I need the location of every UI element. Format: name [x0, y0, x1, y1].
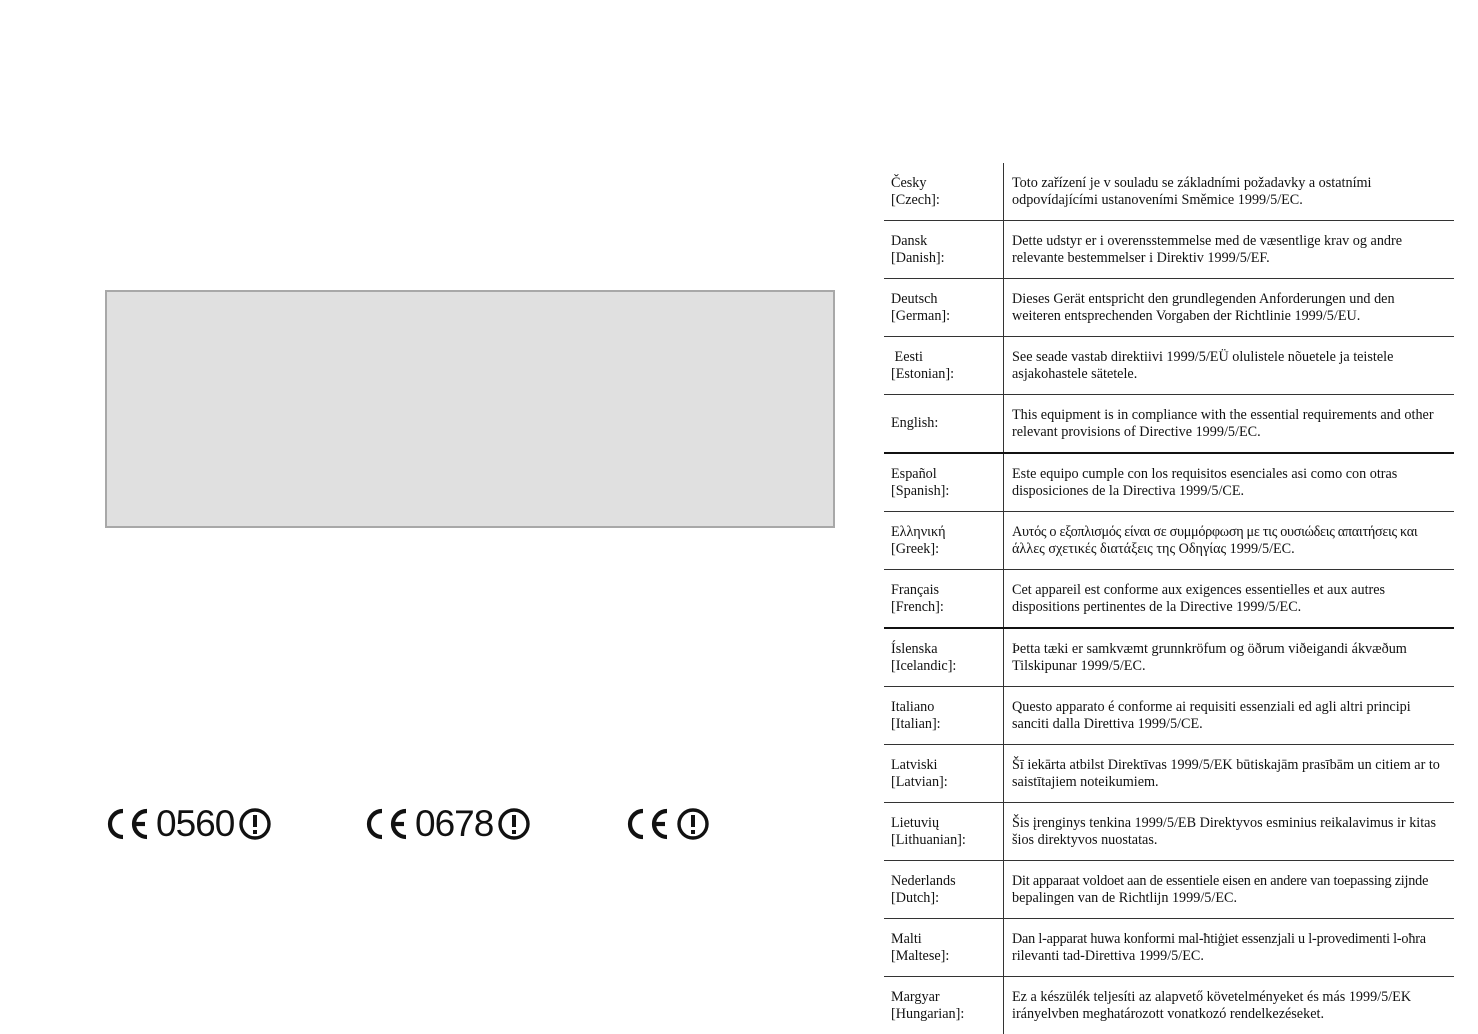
declaration-cell: [1004, 861, 1455, 919]
language-name-english: [Maltese]:: [891, 948, 1003, 965]
declaration-text: Dette udstyr er i overensstemmelse med de væsentlige krav og andre: [1012, 233, 1450, 250]
language-cell: [884, 570, 1004, 629]
declaration-of-conformity-table: [884, 163, 1454, 1034]
language-name-english: [Czech]:: [891, 192, 1003, 209]
language-cell: [884, 163, 1004, 221]
declaration-cell: [1004, 512, 1455, 570]
declaration-cell: [1004, 628, 1455, 687]
table-row: [884, 745, 1454, 803]
declaration-text: šios direktyvos nuostatas.: [1012, 832, 1450, 849]
table-row: [884, 221, 1454, 279]
declaration-text: relevant provisions of Directive 1999/5/EC.: [1012, 424, 1450, 441]
language-name: Deutsch: [891, 291, 1003, 308]
language-cell: [884, 745, 1004, 803]
declaration-cell: [1004, 163, 1455, 221]
language-name-english: [Italian]:: [891, 716, 1003, 733]
language-name: Dansk: [891, 233, 1003, 250]
language-cell: [884, 861, 1004, 919]
language-name: Español: [891, 466, 1003, 483]
declaration-text: Šī iekārta atbilst Direktīvas 1999/5/EK būtiskajām prasībām un citiem ar to: [1012, 757, 1450, 774]
declaration-text: άλλες σχετικές διατάξεις της Οδηγίας 1999/5/EC.: [1012, 541, 1450, 558]
language-name: English:: [891, 415, 1003, 432]
table-row: [884, 687, 1454, 745]
table-row: [884, 279, 1454, 337]
language-name: Malti: [891, 931, 1003, 948]
declaration-text: Þetta tæki er samkvæmt grunnkröfum og öðrum viðeigandi ákvæðum: [1012, 641, 1450, 658]
language-name-english: [Latvian]:: [891, 774, 1003, 791]
ce-mark-0560: [106, 800, 272, 848]
declaration-text: relevante bestemmelser i Direktiv 1999/5/EF.: [1012, 250, 1450, 267]
declaration-text: Toto zařízení je v souladu se základními požadavky a ostatními: [1012, 175, 1450, 192]
declaration-text: dispositions pertinentes de la Directive 1999/5/EC.: [1012, 599, 1450, 616]
grey-placeholder-panel: [105, 290, 835, 528]
language-name: Margyar: [891, 989, 1003, 1006]
language-name-english: [Danish]:: [891, 250, 1003, 267]
declaration-text: This equipment is in compliance with the essential requirements and other: [1012, 407, 1450, 424]
language-name: Česky: [891, 175, 1003, 192]
declaration-text: odpovídajícími ustanoveními Směmice 1999/5/EC.: [1012, 192, 1450, 209]
language-name-english: [Spanish]:: [891, 483, 1003, 500]
table-row: [884, 861, 1454, 919]
language-name-english: [Dutch]:: [891, 890, 1003, 907]
language-name-english: [Estonian]:: [891, 366, 1003, 383]
declaration-cell: [1004, 570, 1455, 629]
language-cell: [884, 512, 1004, 570]
language-cell: [884, 279, 1004, 337]
declaration-text: Αυτός ο εξοπλισμός είναι σε συμμόρφωση με τις ουσιώδεις απαιτήσεις και: [1012, 524, 1450, 541]
declaration-text: Dieses Gerät entspricht den grundlegenden Anforderungen und den: [1012, 291, 1450, 308]
table-row: [884, 977, 1454, 1034]
declaration-text: Este equipo cumple con los requisitos esenciales asi como con otras: [1012, 466, 1450, 483]
ce-marks-row: [0, 800, 860, 850]
declaration-cell: [1004, 745, 1455, 803]
language-name: Français: [891, 582, 1003, 599]
language-name-english: [Icelandic]:: [891, 658, 1003, 675]
ce-notified-body-number: 0678: [415, 800, 493, 848]
declaration-cell: [1004, 395, 1455, 454]
ce-mark-icon: [626, 806, 670, 842]
language-name-english: [Greek]:: [891, 541, 1003, 558]
table-row: [884, 395, 1454, 454]
language-cell: [884, 628, 1004, 687]
declaration-cell: [1004, 279, 1455, 337]
declaration-text: Questo apparato é conforme ai requisiti essenziali ed agli altri principi: [1012, 699, 1450, 716]
declaration-text: asjakohastele sätetele.: [1012, 366, 1450, 383]
declaration-text: weiteren entsprechenden Vorgaben der Richtlinie 1999/5/EU.: [1012, 308, 1450, 325]
language-name: Italiano: [891, 699, 1003, 716]
declaration-text: bepalingen van de Richtlijn 1999/5/EC.: [1012, 890, 1450, 907]
language-cell: [884, 337, 1004, 395]
language-cell: [884, 687, 1004, 745]
table-row: [884, 337, 1454, 395]
declaration-text: saistītajiem noteikumiem.: [1012, 774, 1450, 791]
declaration-text: irányelvben meghatározott vonatkozó rendelkezéseket.: [1012, 1006, 1450, 1023]
ce-notified-body-number: 0560: [156, 800, 234, 848]
declaration-cell: [1004, 919, 1455, 977]
language-cell: [884, 977, 1004, 1034]
table-row: [884, 803, 1454, 861]
table-row: [884, 163, 1454, 221]
language-name: Eesti: [891, 349, 1003, 366]
language-name-english: [Lithuanian]:: [891, 832, 1003, 849]
language-cell: [884, 919, 1004, 977]
declaration-text: disposiciones de la Directiva 1999/5/CE.: [1012, 483, 1450, 500]
alert-circle-icon: [238, 807, 272, 841]
declaration-text: Ez a készülék teljesíti az alapvető követelményeket és más 1999/5/EK: [1012, 989, 1450, 1006]
language-name: Íslenska: [891, 641, 1003, 658]
language-cell: [884, 453, 1004, 512]
declaration-text: See seade vastab direktiivi 1999/5/EÜ olulistele nõuetele ja teistele: [1012, 349, 1450, 366]
declaration-text: Dit apparaat voldoet aan de essentiele eisen en andere van toepassing zijnde: [1012, 873, 1450, 890]
ce-mark-0678: [365, 800, 531, 848]
declaration-cell: [1004, 977, 1455, 1034]
ce-mark-plain: [626, 800, 710, 848]
table-row: [884, 570, 1454, 629]
table-row: [884, 628, 1454, 687]
language-name-english: [German]:: [891, 308, 1003, 325]
declaration-cell: [1004, 687, 1455, 745]
declaration-text: sanciti dalla Direttiva 1999/5/CE.: [1012, 716, 1450, 733]
ce-mark-icon: [365, 806, 409, 842]
language-cell: [884, 395, 1004, 454]
language-name: Ελληνική: [891, 524, 1003, 541]
language-name: Lietuvių: [891, 815, 1003, 832]
table-row: [884, 453, 1454, 512]
declaration-cell: [1004, 803, 1455, 861]
language-cell: [884, 803, 1004, 861]
declaration-text: rilevanti tad-Direttiva 1999/5/EC.: [1012, 948, 1450, 965]
language-name: Latviski: [891, 757, 1003, 774]
alert-circle-icon: [497, 807, 531, 841]
ce-mark-icon: [106, 806, 150, 842]
table-row: [884, 512, 1454, 570]
declaration-cell: [1004, 453, 1455, 512]
language-name: Nederlands: [891, 873, 1003, 890]
alert-circle-icon: [676, 807, 710, 841]
language-cell: [884, 221, 1004, 279]
declaration-text: Tilskipunar 1999/5/EC.: [1012, 658, 1450, 675]
declaration-text: Dan l-apparat huwa konformi mal-ħtiġiet essenzjali u l-provedimenti l-oħra: [1012, 931, 1450, 948]
language-name-english: [Hungarian]:: [891, 1006, 1003, 1023]
declaration-cell: [1004, 221, 1455, 279]
language-name-english: [French]:: [891, 599, 1003, 616]
declaration-text: Šis įrenginys tenkina 1999/5/EB Direktyvos esminius reikalavimus ir kitas: [1012, 815, 1450, 832]
declaration-cell: [1004, 337, 1455, 395]
table-row: [884, 919, 1454, 977]
declaration-text: Cet appareil est conforme aux exigences essentielles et aux autres: [1012, 582, 1450, 599]
